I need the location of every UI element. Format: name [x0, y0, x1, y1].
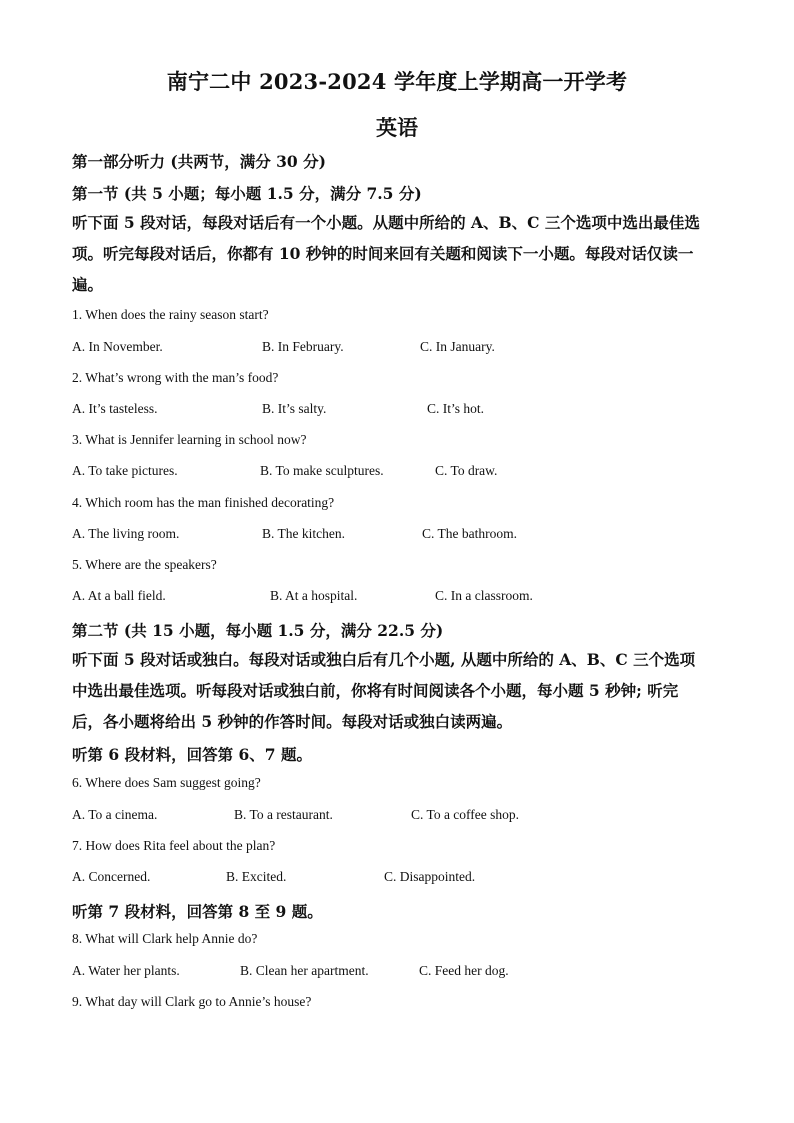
- question-3: 3. What is Jennifer learning in school now?: [72, 432, 307, 447]
- subject-title: 英语: [376, 115, 418, 140]
- instruction-line: 后，各小题将给出 5 秒钟的作答时间。每段对话或独白读两遍。: [72, 712, 513, 731]
- part1-heading: 第一部分听力 (共两节，满分 30 分): [72, 152, 326, 171]
- question-7: 7. How does Rita feel about the plan?: [72, 838, 276, 853]
- question-8-options: [72, 963, 752, 983]
- option-c: C. Disappointed.: [384, 869, 476, 884]
- option-b: B. In February.: [262, 339, 344, 354]
- option-c: C. To a coffee shop.: [411, 807, 520, 822]
- option-c: C. In January.: [420, 339, 495, 354]
- question-4-options: [72, 526, 752, 546]
- material-7-heading: 听第 7 段材料，回答第 8 至 9 题。: [72, 902, 323, 921]
- option-c: C. To draw.: [435, 463, 498, 478]
- instruction-line: 听下面 5 段对话或独白。每段对话或独白后有几个小题, 从题中所给的 A、B、C 三个选项: [72, 650, 696, 669]
- option-b: B. Excited.: [226, 869, 287, 884]
- option-b: B. At a hospital.: [270, 588, 358, 603]
- question-1-options: [72, 339, 752, 359]
- option-a: A. To take pictures.: [72, 463, 178, 478]
- material-6-heading: 听第 6 段材料，回答第 6、7 题。: [72, 745, 312, 764]
- question-1: 1. When does the rainy season start?: [72, 307, 269, 322]
- option-a: A. The living room.: [72, 526, 180, 541]
- option-b: B. To make sculptures.: [260, 463, 384, 478]
- question-2-options: [72, 401, 752, 421]
- question-6: 6. Where does Sam suggest going?: [72, 775, 261, 790]
- option-a: A. Water her plants.: [72, 963, 180, 978]
- option-c: C. In a classroom.: [435, 588, 533, 603]
- instruction-line: 中选出最佳选项。听每段对话或独白前，你将有时间阅读各个小题，每小题 5 秒钟; 听完: [72, 681, 679, 700]
- option-c: C. The bathroom.: [422, 526, 517, 541]
- option-a: A. In November.: [72, 339, 163, 354]
- section2-instructions: [72, 644, 722, 737]
- section2-heading: 第二节 (共 15 小题，每小题 1.5 分，满分 22.5 分): [72, 621, 444, 640]
- option-b: B. To a restaurant.: [234, 807, 333, 822]
- option-b: B. It’s salty.: [262, 401, 327, 416]
- question-7-options: [72, 869, 752, 889]
- question-9: 9. What day will Clark go to Annie’s house?: [72, 994, 312, 1009]
- option-a: A. Concerned.: [72, 869, 151, 884]
- instruction-line: 听下面 5 段对话，每段对话后有一个小题。从题中所给的 A、B、C 三个选项中选出最佳选: [72, 213, 700, 232]
- exam-title: 南宁二中 2023-2024 学年度上学期高一开学考: [166, 69, 628, 94]
- instruction-line: 项。听完每段对话后，你都有 10 秒钟的时间来回有关题和阅读下一小题。每段对话仅读一: [72, 244, 694, 263]
- option-b: B. Clean her apartment.: [240, 963, 369, 978]
- question-5: 5. Where are the speakers?: [72, 557, 217, 572]
- question-5-options: [72, 588, 752, 608]
- section1-instructions: [72, 207, 722, 300]
- option-a: A. At a ball field.: [72, 588, 166, 603]
- question-3-options: [72, 463, 752, 483]
- question-8: 8. What will Clark help Annie do?: [72, 931, 258, 946]
- section1-heading: 第一节 (共 5 小题；每小题 1.5 分，满分 7.5 分): [72, 184, 422, 203]
- option-a: A. It’s tasteless.: [72, 401, 158, 416]
- option-c: C. Feed her dog.: [419, 963, 509, 978]
- option-b: B. The kitchen.: [262, 526, 345, 541]
- question-2: 2. What’s wrong with the man’s food?: [72, 370, 279, 385]
- option-c: C. It’s hot.: [427, 401, 485, 416]
- question-6-options: [72, 807, 752, 827]
- option-a: A. To a cinema.: [72, 807, 158, 822]
- instruction-line: 遍。: [72, 275, 104, 294]
- question-4: 4. Which room has the man finished decorating?: [72, 495, 335, 510]
